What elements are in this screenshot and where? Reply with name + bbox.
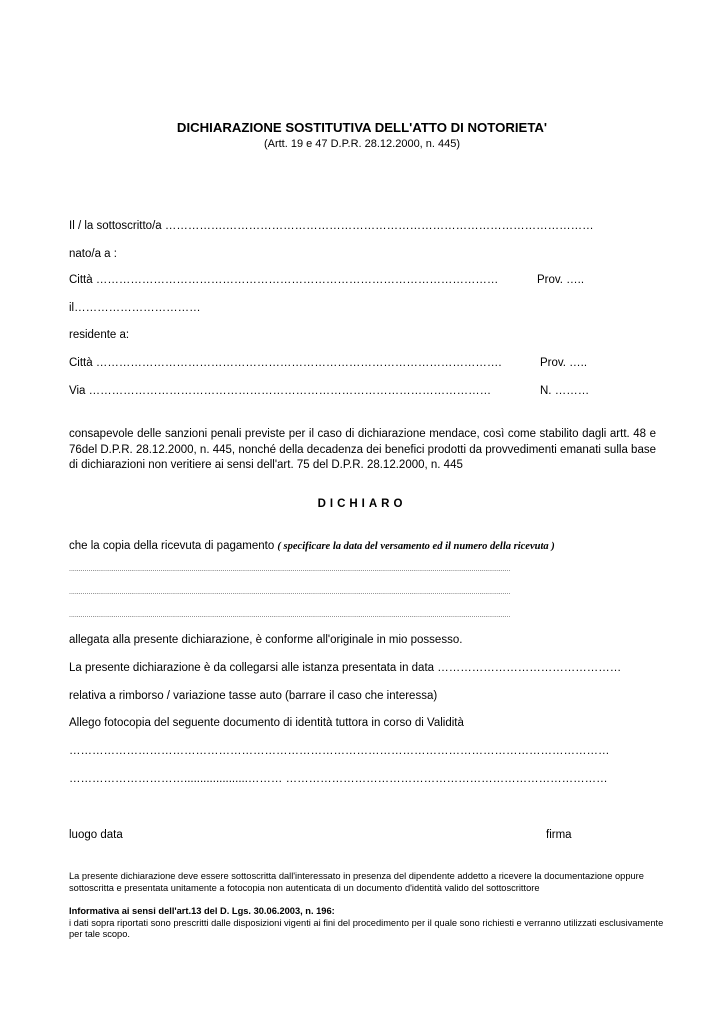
documento-line-2: …………………………....................……… ………………………………………………………………………… — [69, 773, 608, 785]
dotted-line-3: ................................................................................................................................................................................................................................... — [69, 612, 511, 619]
field-via: Via …………………………………………………………………………………………… — [69, 385, 492, 397]
dotted-line-2: ................................................................................................................................................................................................................................... — [69, 589, 511, 596]
footer-note: La presente dichiarazione deve essere sottoscritta dall'interessato in presenza del dipendente addetto a ricevere la documentazione oppure sottoscritta e presentata unitamente a fotocopia non autenticata di un documento d'identità valido del sottoscrittore — [69, 871, 644, 893]
field-nato: nato/a a : — [69, 248, 117, 260]
dichiaro-heading: DICHIARO — [317, 498, 407, 510]
allegata-line: allegata alla presente dichiarazione, è conforme all'originale in mio possesso. — [69, 634, 463, 646]
collegare-line: La presente dichiarazione è da collegarsi alle istanza presentata in data ………………………………………… — [69, 662, 622, 674]
field-sottoscritto: Il / la sottoscritto/a …………….…………………………………………………………………………………… — [69, 220, 594, 232]
rimborso-line: relativa a rimborso / variazione tasse auto (barrare il caso che interessa) — [69, 690, 438, 702]
copia-ricevuta-spec: ( specificare la data del versamento ed il numero della ricevuta ) — [277, 541, 555, 552]
informativa-title: Informativa ai sensi dell'art.13 del D. Lgs. 30.06.2003, n. 196: — [69, 906, 335, 916]
field-data-nascita: il…………………………… — [69, 302, 201, 314]
documento-line-1: …………………………………………………………………………………………………………………………… — [69, 745, 610, 757]
consapevole-paragraph: consapevole delle sanzioni penali previste per il caso di dichiarazione mendace, così come stabilito dagli artt. 48 e 76del D.P.R. 28.12.2000, n. 445, nonché della decadenza dei benefici prodotti da provvedimenti emanati sulla base di dichiarazioni non veritiere ai sensi dell'art. 75 del D.P.R. 28.12.2000, n. 445 — [69, 428, 656, 471]
firma-label: firma — [546, 829, 572, 841]
informativa-text: i dati sopra riportati sono prescritti dalle disposizioni vigenti ai fini del procedimento per il quale sono richiesti e verranno utilizzati esclusivamente per tale scopo. — [69, 917, 664, 939]
copia-ricevuta-line — [69, 540, 555, 552]
dotted-line-1: ................................................................................................................................................................................................................................... — [69, 566, 511, 573]
allego-line: Allego fotocopia del seguente documento di identità tuttora in corso di Validità — [69, 717, 464, 729]
copia-ricevuta-text: che la copia della ricevuta di pagamento — [69, 540, 278, 552]
field-citta-nascita: Città …………………………………………………………………………………………… — [69, 274, 499, 286]
field-prov-residenza: Prov. ….. — [540, 357, 588, 369]
field-prov-nascita: Prov. ….. — [537, 274, 585, 286]
page-subtitle: (Artt. 19 e 47 D.P.R. 28.12.2000, n. 445) — [263, 138, 461, 150]
field-citta-residenza: Città ……………………………………………………………………………………………. — [69, 357, 502, 369]
luogo-data-label: luogo data — [69, 829, 123, 841]
field-residente: residente a: — [69, 329, 130, 341]
page-title: DICHIARAZIONE SOSTITUTIVA DELL'ATTO DI NOTORIETA' — [176, 120, 548, 135]
field-numero-civico: N. ……… — [540, 385, 590, 397]
informativa-block — [69, 906, 669, 941]
